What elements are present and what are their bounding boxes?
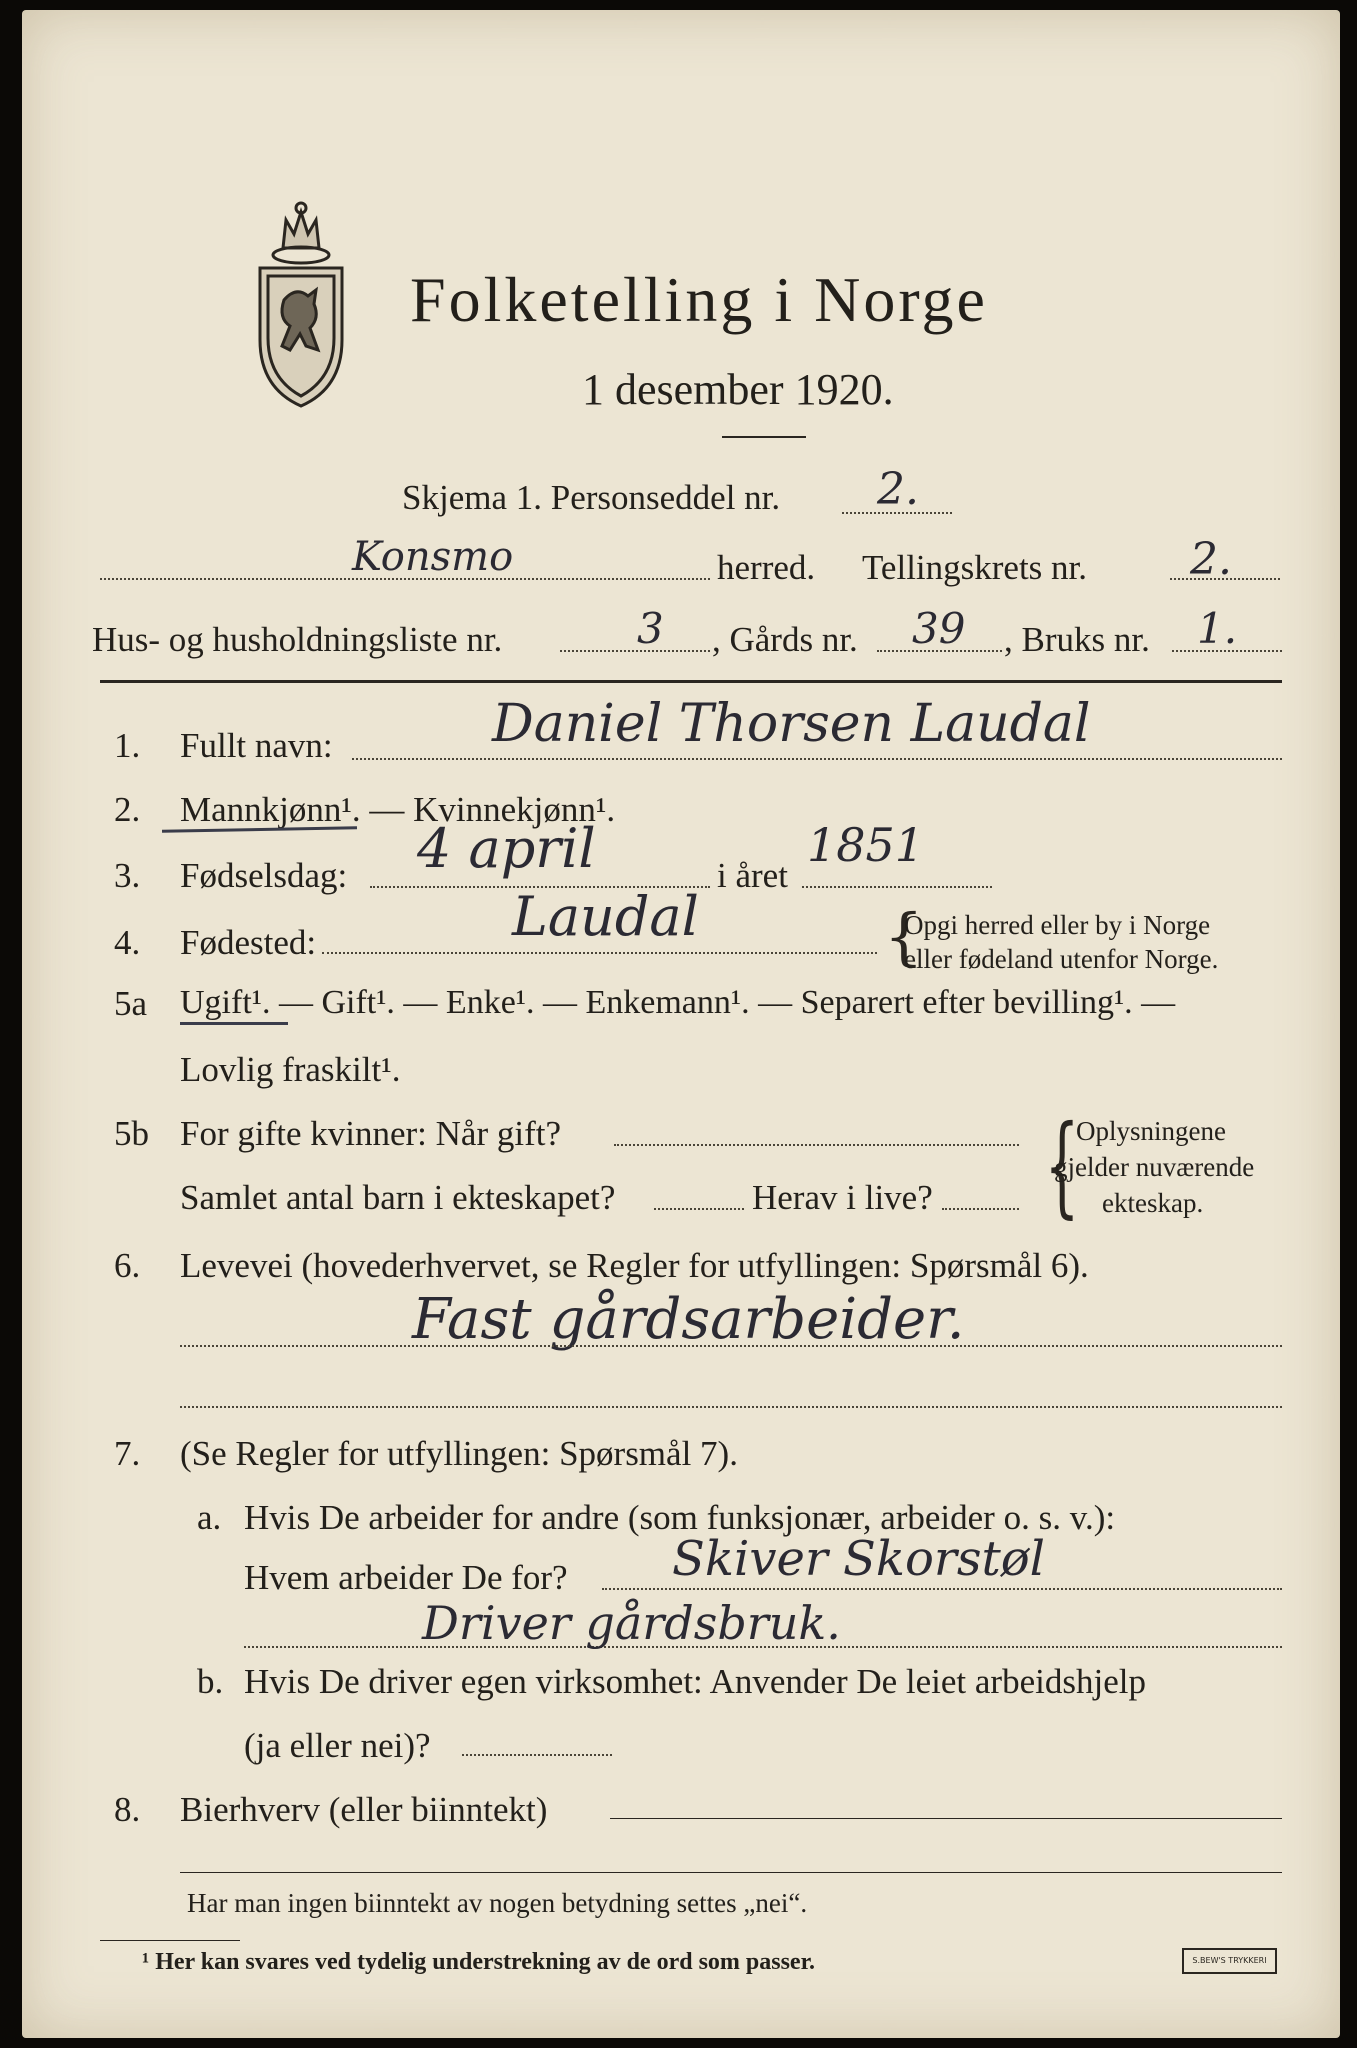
skjema-label: Skjema 1. Personseddel nr. xyxy=(402,478,781,517)
q3-year-line xyxy=(802,886,992,888)
personseddel-value: 2. xyxy=(877,464,919,515)
census-form xyxy=(22,10,1340,2038)
q5b-note-3: ekteskap. xyxy=(1102,1188,1204,1218)
q4-brace: { xyxy=(884,900,924,973)
q5a-number: 5a xyxy=(114,984,148,1023)
q4-label: Fødested: xyxy=(180,923,317,962)
bruks-value: 1. xyxy=(1197,604,1238,653)
form-date: 1 desember 1920. xyxy=(582,365,894,414)
hus-label: Hus- og husholdningsliste nr. xyxy=(92,620,503,659)
footer-note: Har man ingen biinntekt av nogen betydning settes „nei“. xyxy=(187,1888,808,1918)
q5b-label-2: Samlet antal barn i ekteskapet? xyxy=(180,1178,616,1217)
q5a-label-1: Ugift¹. — Gift¹. — Enke¹. — Enkemann¹. — Separert efter bevilling¹. — xyxy=(180,984,1176,1021)
q7a-line-1 xyxy=(602,1588,1282,1590)
form-title: Folketelling i Norge xyxy=(410,264,988,335)
gards-label: , Gårds nr. xyxy=(712,620,858,659)
tellingskrets-value: 2. xyxy=(1190,534,1232,585)
q5b-number: 5b xyxy=(114,1114,149,1153)
q8-number: 8. xyxy=(114,1790,141,1829)
q6-line-2 xyxy=(180,1406,1282,1408)
q5b-note-1: Oplysningene xyxy=(1076,1116,1226,1146)
q8-line-2 xyxy=(180,1872,1282,1873)
q6-label: Levevei (hovederhvervet, se Regler for utfyllingen: Spørsmål 6). xyxy=(180,1246,1089,1285)
footnote-rule xyxy=(100,1940,240,1941)
q6-number: 6. xyxy=(114,1246,141,1285)
q7b-line xyxy=(462,1754,612,1756)
q8-line-1 xyxy=(610,1818,1282,1819)
q5b-line-1 xyxy=(614,1144,1019,1146)
q4-number: 4. xyxy=(114,923,141,962)
q4-line xyxy=(322,952,877,954)
printer-stamp xyxy=(1182,1948,1277,1974)
q5b-brace: { xyxy=(1044,1101,1080,1229)
q3-year-label: i året xyxy=(717,856,788,895)
q5b-line-3 xyxy=(942,1208,1019,1210)
q1-value: Daniel Thorsen Laudal xyxy=(492,694,1091,754)
q5a-underline-ugift xyxy=(180,1022,288,1025)
q7a-letter: a. xyxy=(197,1498,222,1537)
q1-label: Fullt navn: xyxy=(180,726,333,765)
bruks-label: , Bruks nr. xyxy=(1004,620,1150,659)
header-rule xyxy=(100,680,1282,683)
q7-label: (Se Regler for utfyllingen: Spørsmål 7). xyxy=(180,1434,738,1473)
q5a-label-2: Lovlig fraskilt¹. xyxy=(180,1050,401,1089)
q7a-label: Hvis De arbeider for andre (som funksjonær, arbeider o. s. v.): xyxy=(244,1498,1116,1537)
q6-line-1 xyxy=(180,1345,1282,1347)
q7b-question: (ja eller nei)? xyxy=(244,1726,431,1765)
q2-number: 2. xyxy=(114,790,141,829)
q8-label: Bierhverv (eller biinntekt) xyxy=(180,1790,548,1829)
q5b-line-2 xyxy=(654,1208,744,1210)
q4-note-2: eller fødeland utenfor Norge. xyxy=(904,944,1219,974)
norway-coat-of-arms-icon xyxy=(248,200,354,412)
q5b-note-2: gjelder nuværende xyxy=(1054,1152,1255,1182)
q7b-letter: b. xyxy=(197,1662,224,1701)
title-divider xyxy=(722,436,806,438)
q7a-value-2: Driver gårdsbruk. xyxy=(422,1596,841,1650)
footnote: ¹ Her kan svares ved tydelig understrekning av de ord som passer. xyxy=(142,1949,816,1975)
gards-value: 39 xyxy=(912,604,966,653)
tellingskrets-label: Tellingskrets nr. xyxy=(862,548,1088,587)
q3-number: 3. xyxy=(114,856,141,895)
q4-value: Laudal xyxy=(512,885,699,948)
q3-value: 4 april xyxy=(417,817,596,880)
q2-label: Mannkjønn¹. — Kvinnekjønn¹. xyxy=(180,790,616,829)
q4-note-1: Opgi herred eller by i Norge xyxy=(904,910,1211,940)
hus-line xyxy=(560,650,710,652)
q7b-label: Hvis De driver egen virksomhet: Anvender De leiet arbeidshjelp xyxy=(244,1662,1146,1701)
q5b-label-3: Herav i live? xyxy=(752,1178,933,1217)
q3-label: Fødselsdag: xyxy=(180,856,348,895)
q7-number: 7. xyxy=(114,1434,141,1473)
hus-value: 3 xyxy=(637,604,664,653)
q7a-question: Hvem arbeider De for? xyxy=(244,1558,568,1597)
herred-label: herred. xyxy=(717,548,816,587)
printer-stamp-text: S.BEW'S TRYKKERI xyxy=(1192,1956,1267,1965)
q1-number: 1. xyxy=(114,726,141,765)
q7a-value-1: Skiver Skorstøl xyxy=(672,1531,1046,1587)
q3-year-value: 1851 xyxy=(807,818,925,872)
q1-line xyxy=(352,758,1282,760)
q5b-label-1: For gifte kvinner: Når gift? xyxy=(180,1114,562,1153)
herred-value: Konsmo xyxy=(352,534,514,580)
q6-value: Fast gårdsarbeider. xyxy=(412,1287,965,1352)
